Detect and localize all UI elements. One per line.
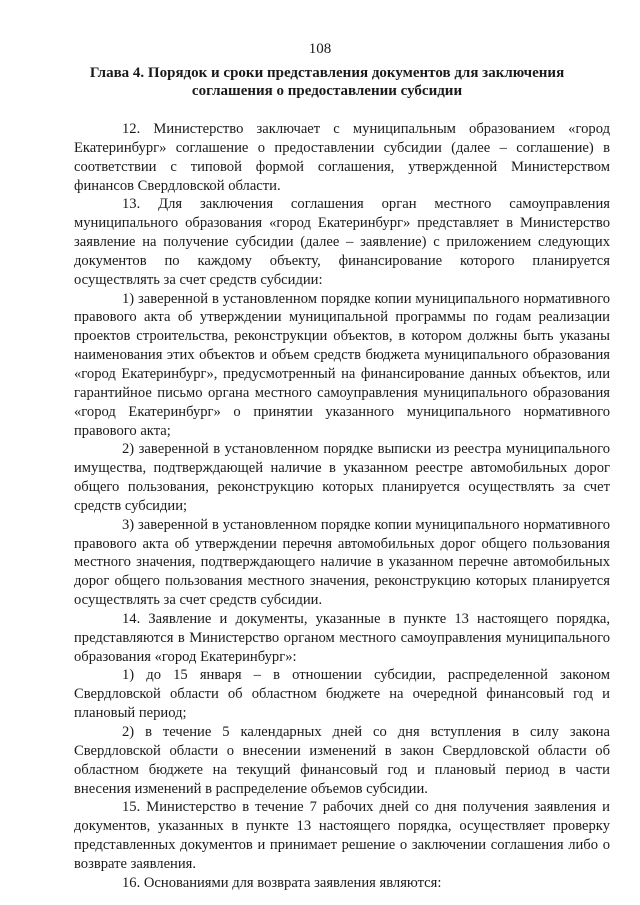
paragraph-12: 12. Министерство заключает с муниципальным образованием «город Екатеринбург» соглашение о предоставлении субсидии (далее – соглашение) в соответствии с типовой формой соглашения, утвержденной Министерством финансов Свердловской области.	[74, 121, 610, 194]
paragraph-13: 13. Для заключения соглашения орган местного самоуправления муниципального образования «город Екатеринбург» представляет в Министерство заявление на получение субсидии (далее – заявление) с приложением следующих документов по каждому объекту, финансирование которого планируется осуществлять за счет средств субсидии:	[74, 196, 610, 288]
page-number: 108	[308, 41, 332, 57]
paragraph-13-item-2: 2) заверенной в установленном порядке выписки из реестра муниципального имущества, подтверждающей наличие в указанном реестре автомобильных дорог общего пользования, реконструкцию которых планируется осуществлять за счет средств субсидии;	[74, 441, 610, 514]
paragraph-13-item-3: 3) заверенной в установленном порядке копии муниципального нормативного правового акта об утверждении перечня автомобильных дорог общего пользования местного значения, подтверждающего наличие в указанном перечне автомобильных дорог общего пользования местного значения, реконструкцию которых планируется осуществлять за счет средств субсидии.	[74, 516, 610, 609]
paragraph-14: 14. Заявление и документы, указанные в пункте 13 настоящего порядка, представляются в Министерство органом местного самоуправления муниципального образования «город Екатеринбург»:	[74, 610, 610, 665]
paragraph-14-item-1: 1) до 15 января – в отношении субсидии, распределенной законом Свердловской области об областном бюджете на очередной финансовый год и плановый период;	[74, 667, 610, 722]
paragraph-16: 16. Основаниями для возврата заявления являются:	[122, 874, 442, 891]
paragraph-15: 15. Министерство в течение 7 рабочих дней со дня получения заявления и документов, указанных в пункте 13 настоящего порядка, осуществляет проверку представленных документов и принимает решение о заключении соглашения либо о возврате заявления.	[74, 799, 610, 872]
chapter-title: Глава 4. Порядок и сроки представления документов для заключения соглашения о предоставлении субсидии	[89, 65, 565, 99]
paragraph-14-item-2: 2) в течение 5 календарных дней со дня вступления в силу закона Свердловской области о внесении изменений в закон Свердловской области об областном бюджете на текущий финансовый год и плановый период в части внесения изменений в распределение объемов субсидии.	[74, 724, 610, 797]
document-body	[74, 120, 610, 893]
paragraph-13-item-1: 1) заверенной в установленном порядке копии муниципального нормативного правового акта об утверждении муниципальной программы по годам реализации проектов строительства, реконструкции объектов, в котором должны быть указаны наименования этих объектов и объем средств бюджета муниципального образования «город Екатеринбург», предусмотренный на финансирование данных объектов, или гарантийное письмо органа местного самоуправления муниципального образования «город Екатеринбург» о принятии указанного муниципального нормативного правового акта;	[74, 290, 610, 439]
